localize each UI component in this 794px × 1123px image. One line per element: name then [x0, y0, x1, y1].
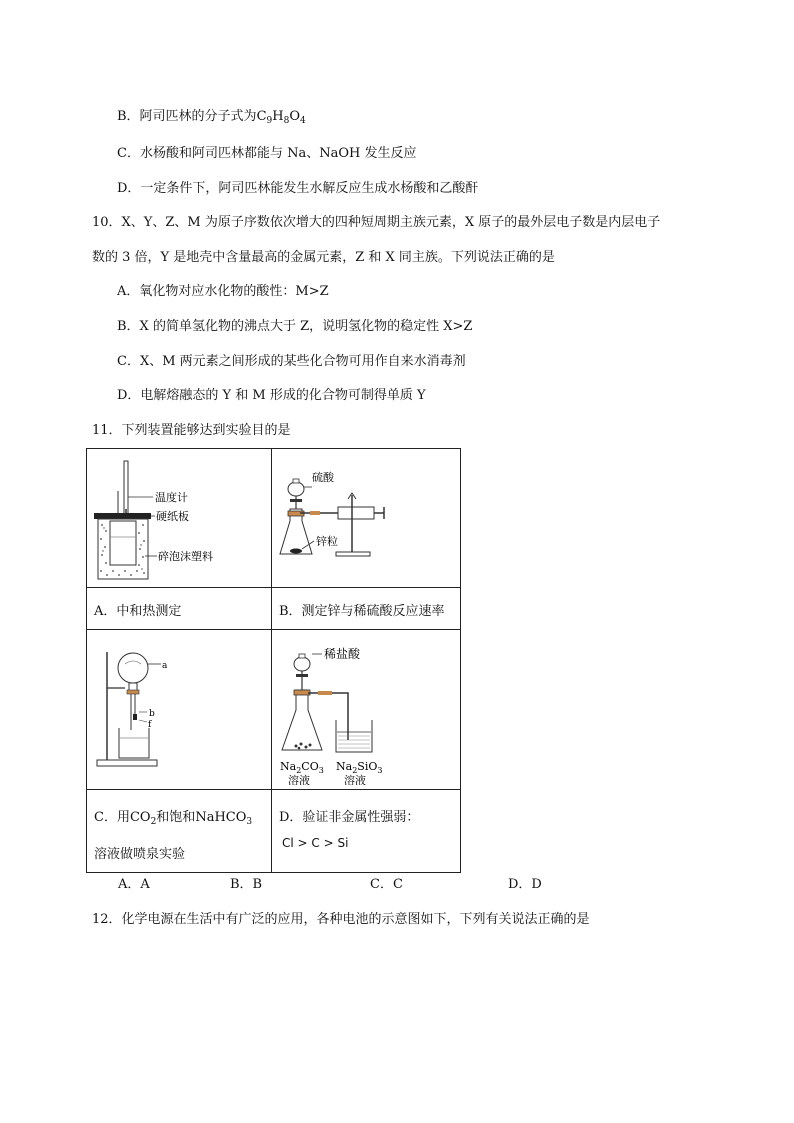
- q10-option-b: B．X 的简单氢化物的沸点大于 Z，说明氢化物的稳定性 X>Z: [117, 319, 473, 334]
- label-foam: 碎泡沫塑料: [158, 550, 213, 563]
- label-b: b: [149, 709, 155, 719]
- label-na2co3: $Na_2CO_3$: [280, 760, 324, 775]
- calorimeter-figure: [87, 449, 271, 583]
- q11-apparatus-table: [86, 448, 461, 873]
- caption-c-line2: 溶液做喷泉实验: [94, 847, 186, 862]
- label-hydrochloric-acid: 稀盐酸: [324, 647, 361, 661]
- q9-option-d: D．一定条件下，阿司匹林能发生水解反应生成水杨酸和乙酸酐: [117, 181, 479, 196]
- formula-o: O: [289, 109, 300, 124]
- q9-option-b: [117, 108, 306, 126]
- label-a: a: [162, 661, 168, 671]
- label-zinc: 锌粒: [316, 535, 338, 548]
- label-f: f: [148, 720, 152, 730]
- caption-b-cell: [272, 588, 461, 630]
- label-solution-2: 溶液: [344, 774, 366, 785]
- q10-option-a: A．氧化物对应水化物的酸性：M>Z: [117, 284, 329, 299]
- q10-option-d: D．电解熔融态的 Y 和 M 形成的化合物可制得单质 Y: [117, 388, 426, 403]
- fig-d-cell: [272, 630, 461, 790]
- q9-option-b-text: B．阿司匹林的分子式为: [117, 109, 257, 124]
- q11-answer-c: C．C: [370, 877, 403, 892]
- caption-d-cell: [272, 790, 461, 873]
- caption-c-cell: [87, 790, 272, 873]
- zinc-rate-figure: [272, 449, 460, 583]
- caption-c-line1: C．用$CO_2$和饱和NaHCO$_3$: [94, 810, 253, 827]
- fountain-figure: [87, 630, 271, 785]
- q11-answer-b: B．B: [230, 877, 263, 892]
- label-na2sio3: $Na_2SiO_3$: [336, 760, 383, 775]
- label-thermometer: 温度计: [155, 491, 188, 504]
- q11-answer-a: A．A: [118, 877, 150, 892]
- caption-d-line2: Cl > C > Si: [282, 836, 349, 850]
- label-cardboard: 硬纸板: [156, 510, 189, 523]
- caption-b: B．测定锌与稀硫酸反应速率: [279, 604, 445, 619]
- acid-strength-figure: [272, 630, 460, 785]
- q11-stem: 11．下列装置能够达到实验目的是: [92, 423, 291, 438]
- q12-stem: 12．化学电源在生活中有广泛的应用，各种电池的示意图如下，下列有关说法正确的是: [92, 912, 590, 927]
- formula-h-sub: 8: [283, 116, 290, 126]
- fig-c-cell: [87, 630, 272, 790]
- caption-a-cell: [87, 588, 272, 630]
- fig-b-cell: [272, 449, 461, 588]
- q10-option-c: C．X、M 两元素之间形成的某些化合物可用作自来水消毒剂: [117, 354, 466, 369]
- q10-stem-line2: 数的 3 倍，Y 是地壳中含量最高的金属元素，Z 和 X 同主族。下列说法正确的是: [92, 250, 555, 265]
- q9-option-c: C．水杨酸和阿司匹林都能与 Na、NaOH 发生反应: [117, 146, 417, 161]
- formula-c-sub: 9: [266, 116, 273, 126]
- formula-c: C: [256, 109, 267, 124]
- caption-a: A．中和热测定: [94, 604, 182, 619]
- formula-o-sub: 4: [300, 116, 306, 126]
- formula-h: H: [272, 109, 284, 124]
- q10-stem-line1: 10．X、Y、Z、M 为原子序数依次增大的四种短周期主族元素，X 原子的最外层电子数是内层电子: [92, 215, 661, 230]
- label-acid: 硫酸: [312, 471, 334, 484]
- caption-d-line1: D．验证非金属性强弱：: [279, 810, 420, 825]
- label-solution-1: 溶液: [288, 774, 310, 785]
- fig-a-cell: [87, 449, 272, 588]
- q11-answer-d: D．D: [508, 877, 542, 892]
